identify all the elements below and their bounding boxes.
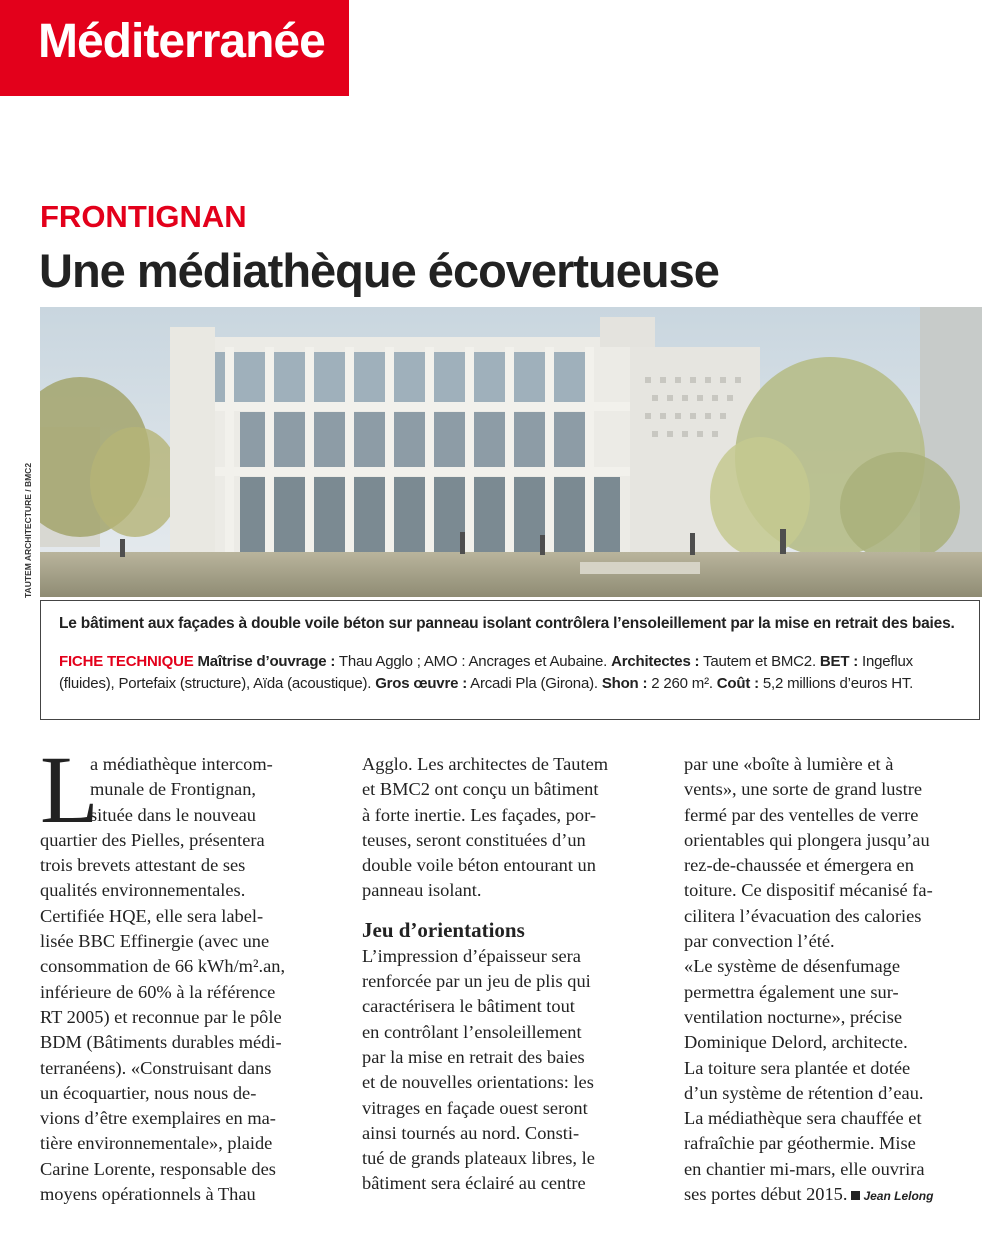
author-byline: Jean Lelong (863, 1189, 934, 1204)
text-line: par la mise en retrait des baies (362, 1046, 585, 1067)
text-line: permettra également une sur- (684, 981, 899, 1002)
photo-caption: Le bâtiment aux façades à double voile béton sur panneau isolant contrôlera l’ensoleillement par la mise en retrait des baies. (59, 615, 955, 632)
text-line: en contrôlant l’ensoleillement (362, 1021, 582, 1042)
text-line: «Le système de désenfumage (684, 956, 901, 977)
text-line: Agglo. Les architectes de Tautem (362, 754, 609, 774)
architects-value: Tautem et BMC2. (699, 653, 820, 670)
text-line: munale de Frontignan, (90, 779, 256, 800)
section-title: Méditerranée (38, 15, 325, 68)
text-line: fermé par des ventelles de verre (684, 804, 919, 825)
text-line: située dans le nouveau (90, 804, 256, 825)
body-column-2 (362, 752, 662, 1197)
text-line: à forte inertie. Les façades, por- (362, 804, 596, 825)
structural-works-key: Gros œuvre : (375, 675, 467, 692)
text-line: double voile béton entourant un (362, 855, 596, 876)
text-line: vions d’être exemplaires en ma- (40, 1108, 276, 1129)
text-line: par une «boîte à lumière et à (684, 754, 894, 774)
text-line: Carine Lorente, responsable des (40, 1158, 276, 1179)
text-line: BDM (Bâtiments durables médi- (40, 1032, 282, 1053)
text-line: trois brevets attestant de ses (40, 855, 246, 876)
text-line: RT 2005) et reconnue par le pôle (40, 1006, 282, 1027)
photo-credit: TAUTEM ARCHITECTURE / BMC2 (23, 462, 33, 598)
text-line: panneau isolant. (362, 880, 482, 901)
drop-cap: L (40, 736, 99, 843)
text-line: quartier des Pielles, présentera (40, 829, 265, 850)
text-line: caractérisera le bâtiment tout (362, 996, 575, 1017)
text-line: ventilation nocturne», précise (684, 1006, 903, 1027)
body-column-1 (40, 736, 320, 1207)
building-rendering-image (40, 307, 982, 597)
shon-key: Shon : (601, 675, 648, 692)
client-key: Maîtrise d’ouvrage : (197, 653, 336, 670)
text-line: qualités environnementales. (40, 880, 246, 901)
text-line: L’impression d’épaisseur sera (362, 945, 581, 966)
text-line: La toiture sera plantée et dotée (684, 1057, 911, 1078)
text-line: La médiathèque sera chauffée et (684, 1108, 922, 1129)
text-line: ainsi tournés au nord. Consti- (362, 1122, 580, 1143)
article-kicker: FRONTIGNAN (40, 199, 247, 234)
structural-works-value: Arcadi Pla (Girona). (467, 675, 602, 692)
section-subheading: Jeu d’orientations (362, 917, 525, 942)
text-line: terranéens). «Construisant dans (40, 1057, 272, 1078)
text-line: rafraîchie par géothermie. Mise (684, 1133, 916, 1154)
text-line: teuses, seront constituées d’un (362, 829, 586, 850)
text-line: vents», une sorte de grand lustre (684, 779, 922, 800)
text-line: tué de grands plateaux libres, le (362, 1148, 595, 1169)
text-line: inférieure de 60% à la référence (40, 981, 276, 1002)
text-line: tière environnementale», plaide (40, 1133, 273, 1154)
text-line: bâtiment sera éclairé au centre (362, 1173, 586, 1194)
text-line: un écoquartier, nous nous de- (40, 1082, 257, 1103)
text-line: Certifiée HQE, elle sera label- (40, 905, 264, 926)
text-line: en chantier mi-mars, elle ouvrira (684, 1158, 925, 1179)
text-line: et BMC2 ont conçu un bâtiment (362, 779, 599, 800)
architects-key: Architectes : (611, 653, 700, 670)
client-value: Thau Agglo ; AMO : Ancrages et Aubaine. (335, 653, 612, 670)
technical-sheet-label: FICHE TECHNIQUE (59, 653, 194, 670)
body-column-3 (684, 752, 980, 1207)
caption-box (40, 600, 980, 720)
bet-key: BET : (819, 653, 859, 670)
text-line: moyens opérationnels à Thau (40, 1184, 256, 1205)
end-mark-icon (851, 1191, 860, 1200)
cost-value: 5,2 millions d’euros HT. (758, 675, 914, 692)
text-line: toiture. Ce dispositif mécanisé fa- (684, 880, 933, 901)
text-line: lisée BBC Effinergie (avec une (40, 931, 270, 952)
text-line: par convection l’été. (684, 931, 835, 952)
text-line: d’un système de rétention d’eau. (684, 1082, 924, 1103)
text-line: orientables qui plongera jusqu’au (684, 829, 930, 850)
last-line (684, 1182, 980, 1207)
text-line: a médiathèque intercom- (90, 754, 273, 774)
last-line-text: ses portes début 2015. (684, 1184, 848, 1205)
section-banner (0, 0, 349, 96)
text-line: rez-de-chaussée et émergera en (684, 855, 914, 876)
article-headline: Une médiathèque écovertueuse (39, 244, 719, 297)
text-line: et de nouvelles orientations: les (362, 1072, 594, 1093)
text-line: renforcée par un jeu de plis qui (362, 971, 591, 992)
text-line: consommation de 66 kWh/m².an, (40, 956, 286, 977)
bet-value: Ingeflux (fluides), Portefaix (structure), Aïda (acoustique). (59, 653, 913, 692)
text-line: Dominique Delord, architecte. (684, 1032, 908, 1053)
cost-key: Coût : (716, 675, 759, 692)
technical-sheet (59, 651, 964, 695)
text-line: cilitera l’évacuation des calories (684, 905, 922, 926)
text-line: vitrages en façade ouest seront (362, 1097, 588, 1118)
shon-value: 2 260 m². (647, 675, 717, 692)
